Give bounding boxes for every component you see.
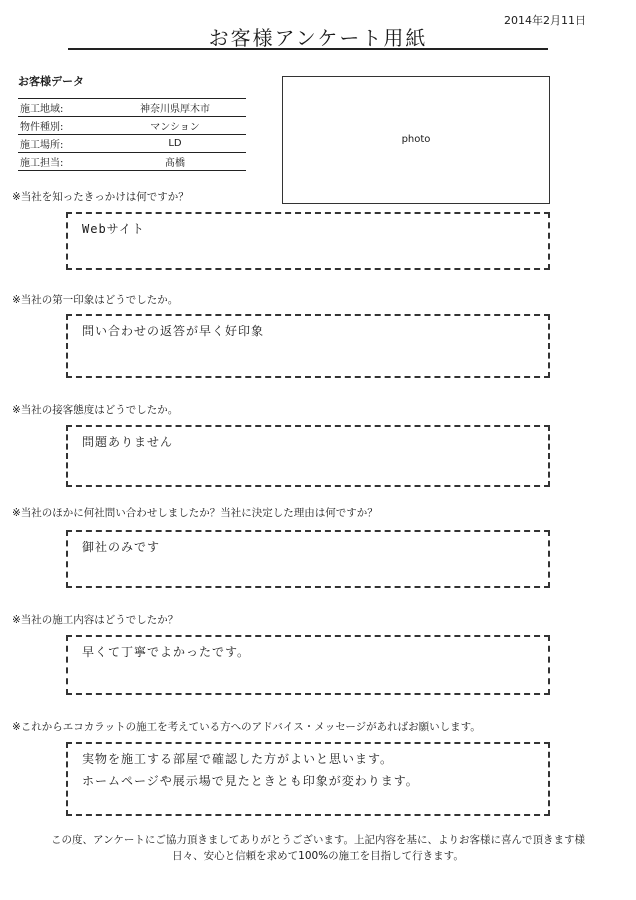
survey-date: 2014年2月11日 <box>504 14 586 27</box>
answer-text-4: 御社のみです <box>82 540 161 554</box>
table-row <box>18 99 246 117</box>
customer-data-heading: お客様データ <box>18 75 84 88</box>
question-4: ※当社のほかに何社問い合わせしましたか？当社に決定した理由は何ですか？ <box>12 507 378 519</box>
row-key: 物件種別: <box>18 117 104 135</box>
row-key: 施工地域: <box>18 99 104 117</box>
photo-label: photo <box>401 134 431 145</box>
question-3: ※当社の接客態度はどうでしたか。 <box>12 404 179 416</box>
table-row <box>18 135 246 153</box>
answer-box-6 <box>66 742 550 816</box>
footer-message-line1: この度、アンケートにご協力頂きましてありがとうございます。上記内容を基に、よりお客様に喜んで頂きます様 <box>50 834 586 846</box>
question-5: ※当社の施工内容はどうでしたか？ <box>12 614 179 626</box>
row-value: LD <box>104 135 246 153</box>
question-1: ※当社を知ったきっかけは何ですか？ <box>12 191 189 203</box>
row-key: 施工場所: <box>18 135 104 153</box>
table-row <box>18 153 246 171</box>
photo-placeholder <box>282 76 550 204</box>
question-6: ※これからエコカラットの施工を考えている方へのアドバイス・メッセージがあればお願いします。 <box>12 721 481 733</box>
footer-message-line2: 日々、安心と信頼を求めて100%の施工を目指して行きます。 <box>172 850 464 862</box>
answer-box-3 <box>66 425 550 487</box>
answer-text-2: 問い合わせの返答が早く好印象 <box>82 324 265 338</box>
customer-data-table <box>18 98 246 171</box>
row-key: 施工担当: <box>18 153 104 171</box>
question-2: ※当社の第一印象はどうでしたか。 <box>12 294 179 306</box>
answer-box-5 <box>66 635 550 695</box>
row-value: 髙橋 <box>104 153 246 171</box>
answer-box-1 <box>66 212 550 270</box>
answer-text-6: 実物を施工する部屋で確認した方がよいと思います。 ホームページや展示場で見たときとも印象が変わります。 <box>82 752 419 788</box>
page-title: お客様アンケート用紙 <box>208 26 428 50</box>
table-row <box>18 117 246 135</box>
row-value: 神奈川県厚木市 <box>104 99 246 117</box>
answer-box-4 <box>66 530 550 588</box>
answer-box-2 <box>66 314 550 378</box>
title-underline <box>68 48 548 50</box>
answer-text-3: 問題ありません <box>82 435 174 449</box>
row-value: マンション <box>104 117 246 135</box>
answer-text-1: Webサイト <box>82 222 145 236</box>
answer-text-5: 早くて丁寧でよかったです。 <box>82 645 251 659</box>
